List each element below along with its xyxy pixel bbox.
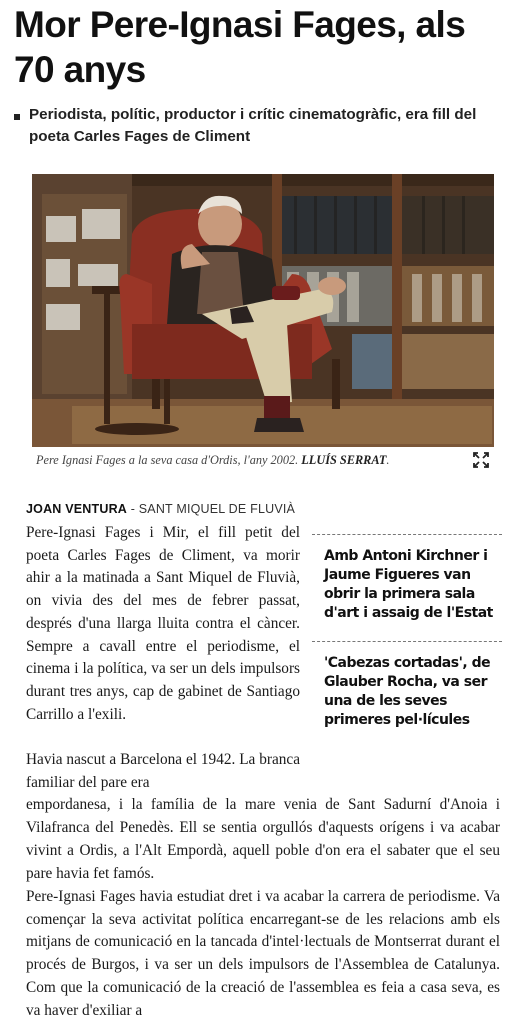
caption-text: Pere Ignasi Fages a la seva casa d'Ordis, l'any 2002. <box>36 453 299 467</box>
byline-location: SANT MIQUEL DE FLUVIÀ <box>138 502 296 516</box>
bullet-icon <box>14 114 20 120</box>
credit-suffix: . <box>386 453 390 467</box>
paragraph-2-narrow: Havia nascut a Barcelona el 1942. La branca familiar del pare era <box>26 751 300 791</box>
article-headline: Mor Pere-Ignasi Fages, als 70 anys <box>14 4 466 90</box>
paragraph-1: Pere-Ignasi Fages i Mir, el fill petit del poeta Carles Fages de Climent, va morir ahir a la matinada a Sant Miquel de Fluvià, on vivia des del mes de febrer passat, després d'una llarga lluita contra el càncer. Sempre a cavall entre el periodisme, el cinema i la política, va ser un dels impulsors durant tres anys, cap de gabinet de Santiago Carrillo a l'exili. <box>26 524 300 723</box>
article-subhead <box>14 104 510 148</box>
subhead-text: Periodista, polític, productor i crític cinematogràfic, era fill del poeta Carles Fages de Climent <box>29 106 477 145</box>
photo-caption <box>36 453 456 468</box>
pullquotes <box>312 534 502 730</box>
photo-illustration <box>32 174 494 447</box>
expand-icon[interactable] <box>473 452 489 468</box>
byline-author[interactable]: JOAN VENTURA <box>26 502 128 516</box>
pullquote-2: 'Cabezas cortadas', de Glauber Rocha, va ser una de les seves primeres pel·lícules <box>312 641 502 730</box>
article-body-column <box>26 522 300 726</box>
paragraph-2-wide: empordanesa, i la família de la mare venia de Sant Sadurní d'Anoia i Vilafranca del Penedès. Ell se sentia orgullós d'aquests orígens i va acabar vivint a Ordis, a l'Alt Empordà, aquell poble d'on era el sabater que el seu pare havia fet famós. <box>26 796 500 882</box>
paragraph-3: Pere-Ignasi Fages havia estudiat dret i va acabar la carrera de periodisme. Va començar la seva activitat política encarregant-se de les relacions amb els mitjans de comunicació en la tancada d'intel·lectuals de Montserrat durant el procés de Burgos, i va ser un dels impulsors de l'Assemblea de Catalunya. Com que la comunicació de la creació de l'assemblea es feia a casa seva, es va haver d'exiliar a <box>26 888 500 1019</box>
byline <box>26 502 295 516</box>
pullquote-1: Amb Antoni Kirchner i Jaume Figueres van obrir la primera sala d'art i assaig de l'Estat <box>312 534 502 623</box>
byline-separator: - <box>127 502 139 516</box>
paragraph-2 <box>26 749 500 885</box>
article-photo[interactable] <box>32 174 494 447</box>
photo-credit: LLUÍS SERRAT <box>301 453 387 467</box>
